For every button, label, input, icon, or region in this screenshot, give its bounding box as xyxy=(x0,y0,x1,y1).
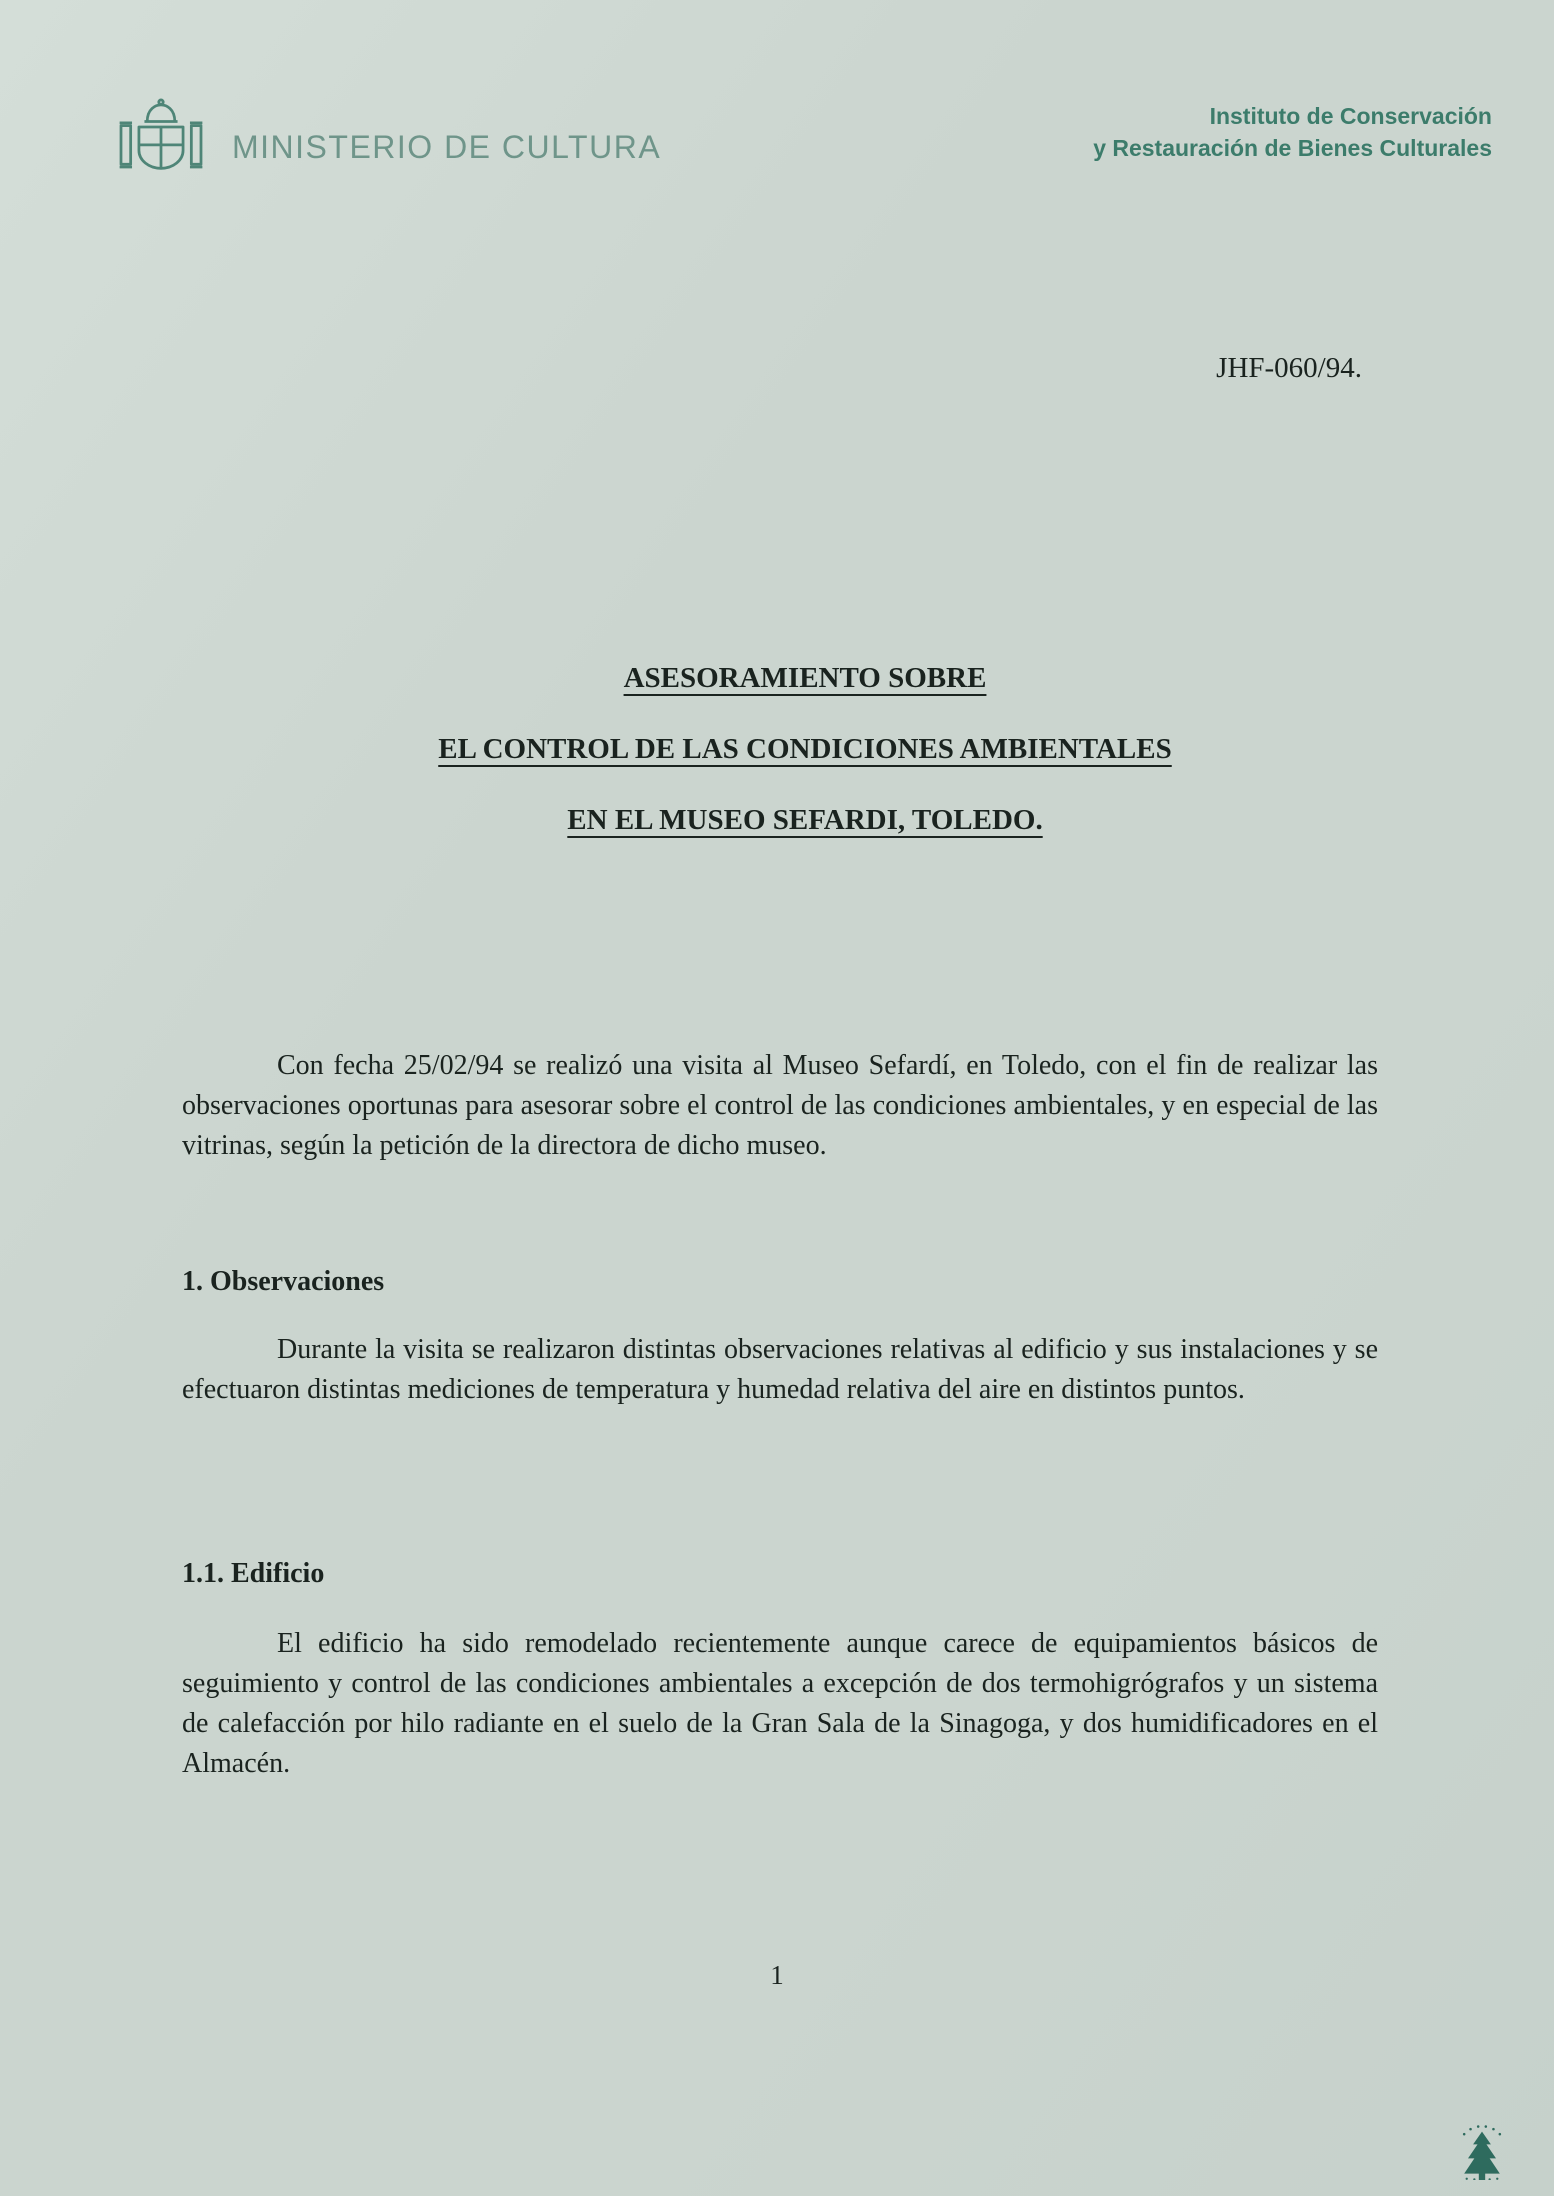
institute-name-line-1: Instituto de Conservación xyxy=(1209,103,1492,129)
section-1-heading: 1. Observaciones xyxy=(182,1266,385,1297)
recycled-paper-icon xyxy=(1456,2124,1508,2180)
ministry-title: MINISTERIO DE CULTURA xyxy=(232,129,662,165)
institute-name xyxy=(1093,98,1492,164)
document-header xyxy=(118,98,1492,183)
intro-paragraph: Con fecha 25/02/94 se realizó una visita al Museo Sefardí, en Toledo, con el fin de realizar las observaciones oportunas para asesorar sobre el control de las condiciones ambientales, y en especial de las vitrinas, según la petición de la directora de dicho museo. xyxy=(182,1050,1378,1161)
section-1-1-paragraph: El edificio ha sido remodelado recientemente aunque carece de equipamientos básicos de seguimiento y control de las condiciones ambientales a excepción de dos termohigrógrafos y un sistema de calefacción por hilo radiante en el suelo de la Gran Sala de la Sinagoga, y dos humidificadores en el Almacén. xyxy=(182,1628,1378,1779)
reference-number: JHF-060/94. xyxy=(1216,352,1362,384)
section-1-1-heading: 1.1. Edificio xyxy=(182,1558,325,1589)
document-title-line-1: ASESORAMIENTO SOBRE xyxy=(623,662,987,694)
document-title-line-2: EL CONTROL DE LAS CONDICIONES AMBIENTALES xyxy=(438,733,1172,765)
page-number: 1 xyxy=(770,1960,784,1990)
document-title xyxy=(208,658,1402,871)
section-1-paragraph: Durante la visita se realizaron distintas observaciones relativas al edificio y sus instalaciones y se efectuaron distintas mediciones de temperatura y humedad relativa del aire en distintos puntos. xyxy=(182,1334,1378,1405)
coat-of-arms-logo-icon xyxy=(118,98,204,183)
document-title-line-3: EN EL MUSEO SEFARDI, TOLEDO. xyxy=(567,804,1043,836)
institute-name-line-2: y Restauración de Bienes Culturales xyxy=(1093,135,1492,161)
